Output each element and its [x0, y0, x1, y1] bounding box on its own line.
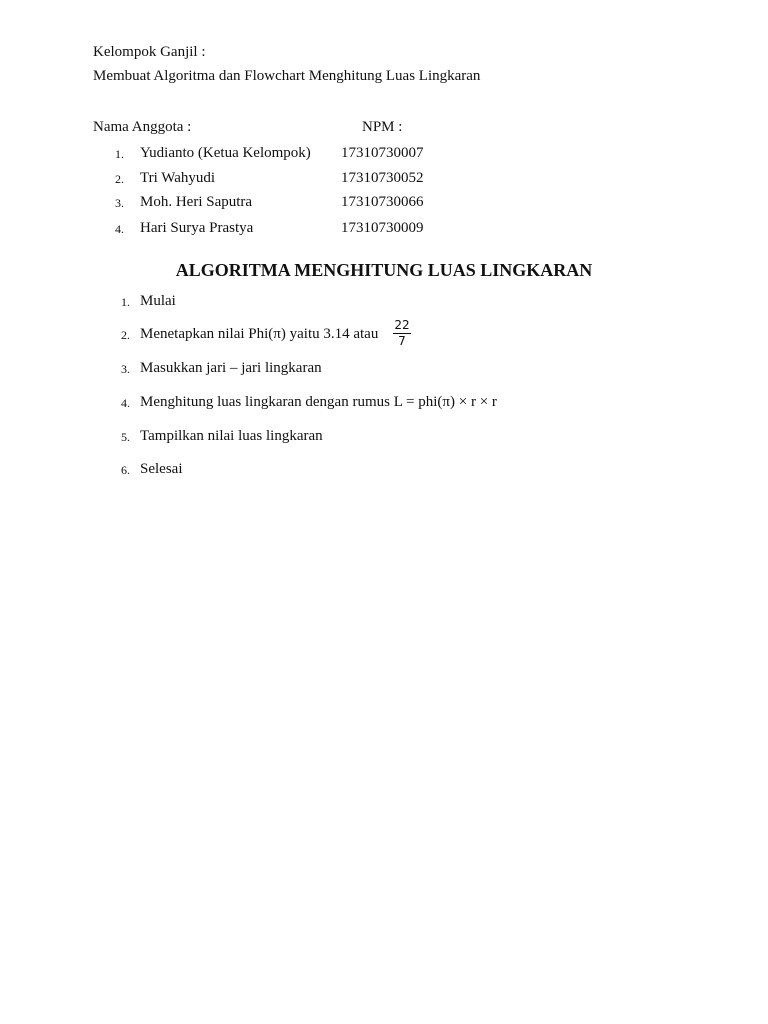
member-npm: 17310730009 — [341, 220, 424, 236]
document-subtitle: Membuat Algoritma dan Flowchart Menghitung Luas Lingkaran — [93, 68, 481, 84]
member-name: Yudianto (Ketua Kelompok) — [140, 145, 311, 161]
step-number: 2. — [121, 328, 130, 342]
member-name: Moh. Heri Saputra — [140, 194, 253, 210]
algorithm-title: ALGORITMA MENGHITUNG LUAS LINGKARAN — [175, 260, 593, 280]
member-name: Hari Surya Prastya — [140, 220, 254, 236]
step-text: Menetapkan nilai Phi(π) yaitu 3.14 atau — [140, 326, 379, 342]
member-npm: 17310730007 — [341, 145, 424, 161]
member-number: 1. — [115, 147, 124, 161]
step-number: 1. — [121, 295, 130, 309]
step-text: Tampilkan nilai luas lingkaran — [140, 428, 323, 444]
name-column-header: Nama Anggota : — [93, 119, 192, 135]
step-number: 3. — [121, 362, 130, 376]
member-npm: 17310730052 — [341, 170, 424, 186]
step-text: Masukkan jari – jari lingkaran — [140, 360, 322, 376]
member-npm: 17310730066 — [341, 194, 424, 210]
step-number: 6. — [121, 463, 130, 477]
member-number: 2. — [115, 172, 124, 186]
group-label: Kelompok Ganjil : — [93, 44, 206, 60]
step-text: Menghitung luas lingkaran dengan rumus L = phi(π) × r × r — [140, 394, 497, 410]
fraction-denominator: 7 — [398, 334, 406, 348]
member-number: 3. — [115, 196, 124, 210]
step-text: Mulai — [140, 293, 176, 309]
step-number: 4. — [121, 396, 130, 410]
fraction-numerator: 22 — [394, 318, 410, 332]
member-name: Tri Wahyudi — [140, 170, 216, 186]
npm-column-header: NPM : — [362, 119, 403, 135]
step-number: 5. — [121, 430, 130, 444]
member-number: 4. — [115, 222, 124, 236]
fraction-22-over-7 — [393, 319, 411, 348]
step-text: Selesai — [140, 461, 183, 477]
